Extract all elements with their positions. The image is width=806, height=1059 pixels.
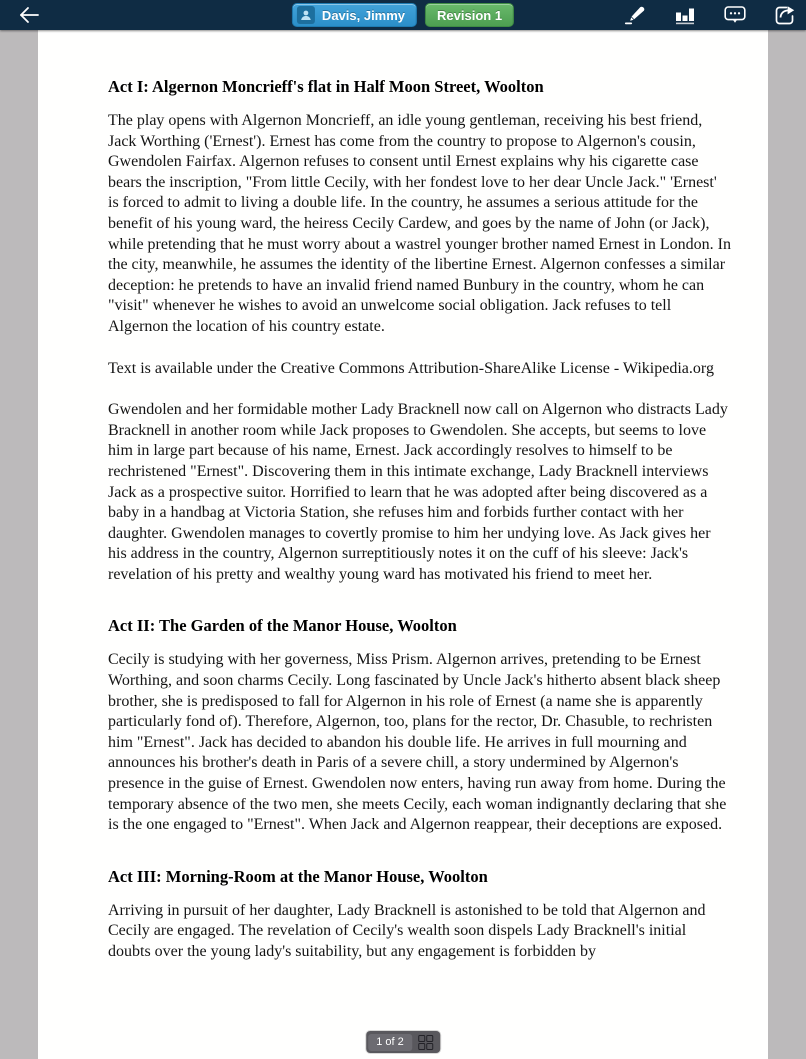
navbar (0, 0, 806, 30)
bar-chart-icon (673, 3, 697, 27)
act3-heading: Act III: Morning-Room at the Manor House, Woolton (108, 866, 488, 886)
document-page (38, 30, 768, 1059)
license-text: Text is available under the Creative Commons Attribution-ShareAlike License - Wikipedia.org (108, 359, 714, 377)
act1-paragraph-1: The play opens with Algernon Moncrieff, an idle young gentleman, receiving his best friend, Jack Worthing ('Ernest'). Ernest has come from the country to propose to Algernon's cousin, Gwendolen Fairfax. Algernon refuses to consent until Ernest explains why his cigarette case bears the inscription, "From little Cecily, with her fondest love to her dear Uncle Jack." 'Ernest' is forced to admit to living a double life. In the country, he assumes a serious attitude for the benefit of his young ward, the heiress Cecily Cardew, and goes by the name of John (or Jack), while pretending that he must worry about a wastrel younger brother named Ernest in London. In the city, meanwhile, he assumes the identity of the libertine Ernest. Algernon confesses a similar deception: he pretends to have an invalid friend named Bunbury in the country, whom he can "visit" whenever he wishes to avoid an unwelcome social obligation. Jack refuses to tell Algernon the location of his country estate. (108, 112, 731, 335)
back-button[interactable] (12, 0, 46, 30)
document-content (38, 30, 768, 963)
revision-button[interactable] (425, 3, 514, 27)
annotate-button[interactable] (622, 2, 648, 28)
act1-heading: Act I: Algernon Moncrieff's flat in Half Moon Street, Woolton (108, 77, 544, 96)
user-button[interactable] (292, 3, 417, 27)
act2-paragraph: Cecily is studying with her governess, Miss Prism. Algernon arrives, pretending to be Ernest Worthing, and soon charms Cecily. Long fascinated by Uncle Jack's hitherto absent black sheep brother, she is predisposed to fall for Algernon in his role of Ernest (a name she is apparently particularly fond of). Therefore, Algernon, too, plans for the rector, Dr. Chasuble, to rechristen him "Ernest". Jack has decided to abandon his double life. He arrives in full mourning and announces his brother's death in Paris of a severe chill, a story undermined by Algernon's presence in the guise of Ernest. Gwendolen now enters, having run away from home. During the temporary absence of the two men, she meets Cecily, each woman indignantly declaring that she is the one engaged to "Ernest". When Jack and Algernon reappear, their deceptions are exposed. (108, 651, 727, 834)
user-button-label: Davis, Jimmy (321, 7, 406, 23)
navbar-right-group (622, 0, 798, 30)
back-arrow-icon (17, 3, 41, 27)
act2-heading: Act II: The Garden of the Manor House, Woolton (108, 616, 457, 636)
revision-button-label: Revision 1 (437, 7, 503, 23)
page-indicator[interactable] (366, 1031, 440, 1053)
grid-view-icon (418, 1035, 433, 1050)
act1-paragraph-2: Gwendolen and her formidable mother Lady Bracknell now call on Algernon who distracts Lady Bracknell in another room while Jack proposes to Gwendolen. She accepts, but seems to love him in large part because of his name, Ernest. Jack accordingly resolves to himself to be rechristened "Ernest". Discovering them in this intimate exchange, Lady Bracknell interviews Jack as a prospective suitor. Horrified to learn that he was adopted after being discovered as a baby in a handbag at Victoria Station, she refuses him and forbids further contact with her daughter. Gwendolen manages to covertly promise to him her undying love. As Jack gives her his address in the country, Algernon surreptitiously notes it on the cuff of his sleeve: Jack's revelation of his pretty and wealthy young ward has motivated his friend to meet her. (108, 401, 728, 583)
pen-icon (623, 3, 647, 27)
avatar-icon (297, 6, 315, 24)
comment-bubble-icon (723, 3, 747, 27)
comments-button[interactable] (722, 2, 748, 28)
share-button[interactable] (772, 2, 798, 28)
document-viewport[interactable] (0, 30, 806, 1059)
act3-paragraph: Arriving in pursuit of her daughter, Lady Bracknell is astonished to be told that Algernon and Cecily are engaged. The revelation of Cecily's wealth soon dispels Lady Bracknell's initial doubts over the young lady's suitability, but any engagement is forbidden by (108, 901, 706, 960)
navbar-center-group (292, 3, 514, 27)
page-count-label: 1 of 2 (368, 1034, 412, 1051)
share-icon (773, 3, 797, 27)
stats-button[interactable] (672, 2, 698, 28)
